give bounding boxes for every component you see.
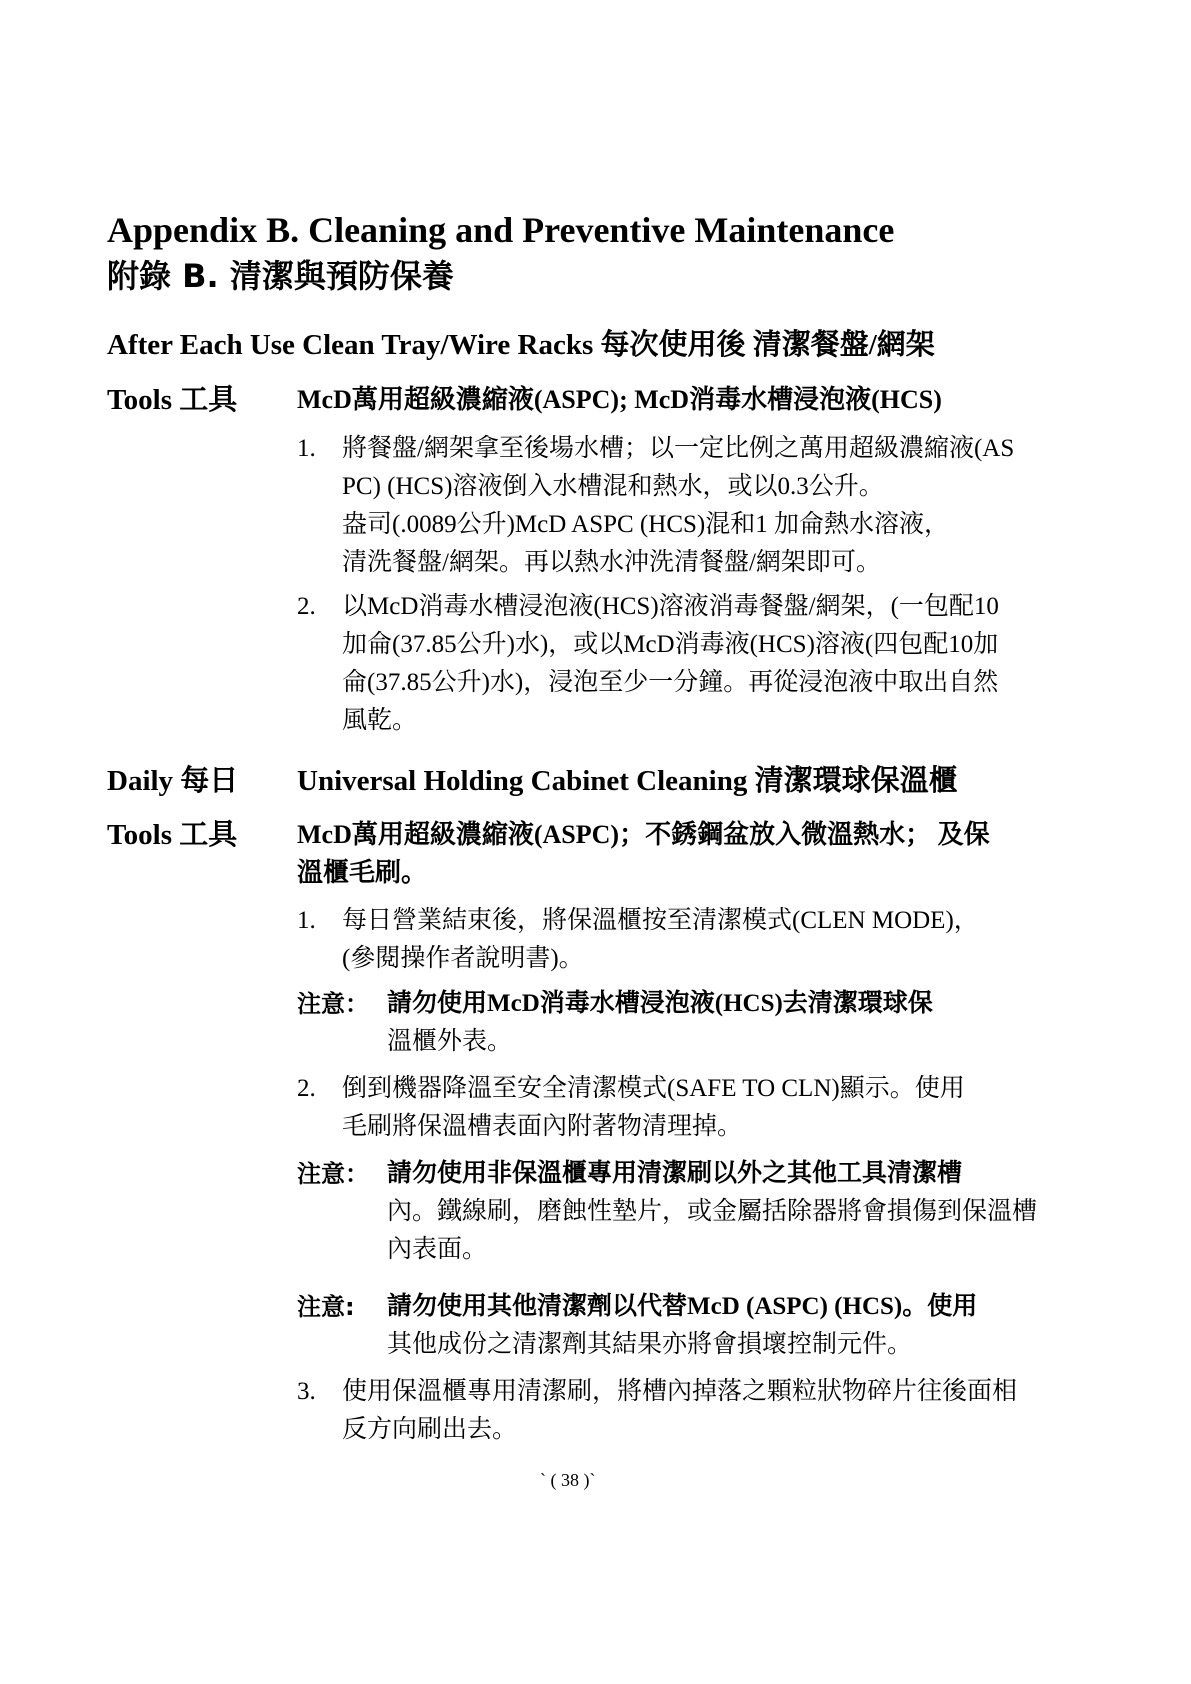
section2-tools-text (297, 816, 990, 892)
section2-step3-line: 反方向刷出去。 (342, 1416, 518, 1443)
section2-step3 (342, 1373, 1017, 1449)
section2-tools-label: Tools 工具 (107, 819, 238, 851)
section1-step2-number: 2. (297, 593, 316, 620)
section1-step1-line: 清洗餐盤/網架。再以熱水沖洗清餐盤/網架即可。 (342, 549, 881, 576)
section2-step1 (342, 902, 979, 978)
section2-step2-number: 2. (297, 1075, 316, 1102)
note2-text (387, 1155, 1037, 1269)
note2-label: 注意： (297, 1160, 369, 1188)
section2-label: Daily 每日 (107, 765, 239, 797)
section1-heading: After Each Use Clean Tray/Wire Racks 每次使用後 清潔餐盤/網架 (107, 329, 935, 361)
note3-line: 請勿使用其他清潔劑以代替McD (ASPC) (HCS)。使用 (387, 1293, 978, 1320)
note1-label: 注意： (297, 990, 369, 1018)
note3-text (387, 1288, 977, 1364)
title-english: Appendix B. Cleaning and Preventive Maintenance (107, 210, 895, 250)
note3-line: 其他成份之清潔劑其結果亦將會損壞控制元件。 (387, 1331, 913, 1358)
section1-step1-line: PC) (HCS)溶液倒入水槽混和熱水，或以0.3公升。 (342, 473, 884, 500)
page-number: ` ( 38 )` (540, 1470, 596, 1490)
note1-line: 溫櫃外表。 (387, 1028, 513, 1055)
section1-step1-number: 1. (297, 435, 316, 462)
note2-line: 內表面。 (387, 1236, 488, 1263)
section1-step2 (342, 588, 999, 740)
section2-tools-line: 溫櫃毛刷。 (297, 858, 428, 887)
section2-step2 (342, 1070, 965, 1146)
section2-step1-line: (參閱操作者說明書)。 (342, 945, 584, 972)
section2-step3-line: 使用保溫櫃專用清潔刷，將槽內掉落之顆粒狀物碎片往後面相 (342, 1378, 1018, 1405)
section1-step1 (342, 430, 1014, 582)
section2-heading: Universal Holding Cabinet Cleaning 清潔環球保溫櫃 (297, 765, 958, 797)
title-chinese: 附錄 B. 清潔與預防保養 (107, 257, 454, 295)
section1-step2-line: 以McD消毒水槽浸泡液(HCS)溶液消毒餐盤/網架，(一包配10 (342, 593, 999, 620)
section1-step2-line: 加侖(37.85公升)水)，或以McD消毒液(HCS)溶液(四包配10加 (342, 631, 999, 658)
note2-line: 內。鐵線刷，磨蝕性墊片，或金屬括除器將會損傷到保溫槽 (387, 1198, 1038, 1225)
section1-step2-line: 風乾。 (342, 707, 418, 734)
section2-step3-number: 3. (297, 1378, 316, 1405)
note3-label: 注意: (297, 1293, 355, 1321)
section1-step1-line: 將餐盤/網架拿至後場水槽；以一定比例之萬用超級濃縮液(AS (342, 435, 1015, 462)
section1-tools-text: McD萬用超級濃縮液(ASPC); McD消毒水槽浸泡液(HCS) (297, 385, 942, 414)
section2-step1-line: 每日營業結束後，將保溫櫃按至清潔模式(CLEN MODE)， (342, 907, 979, 934)
section2-step2-line: 倒到機器降溫至安全清潔模式(SAFE TO CLN)顯示。使用 (342, 1075, 965, 1102)
section1-tools-label: Tools 工具 (107, 384, 238, 416)
note1-text (387, 985, 933, 1061)
note2-line: 請勿使用非保溫櫃專用清潔刷以外之其他工具清潔槽 (387, 1160, 963, 1187)
section2-step2-line: 毛刷將保溫槽表面內附著物清理掉。 (342, 1113, 743, 1140)
section2-step1-number: 1. (297, 907, 316, 934)
section2-tools-line: McD萬用超級濃縮液(ASPC)；不銹鋼盆放入微溫熱水； 及保 (297, 820, 990, 849)
note1-line: 請勿使用McD消毒水槽浸泡液(HCS)去清潔環球保 (387, 990, 933, 1017)
section1-step1-line: 盎司(.0089公升)McD ASPC (HCS)混和1 加侖熱水溶液， (342, 511, 949, 538)
section1-step2-line: 侖(37.85公升)水)，浸泡至少一分鐘。再從浸泡液中取出自然 (342, 669, 999, 696)
